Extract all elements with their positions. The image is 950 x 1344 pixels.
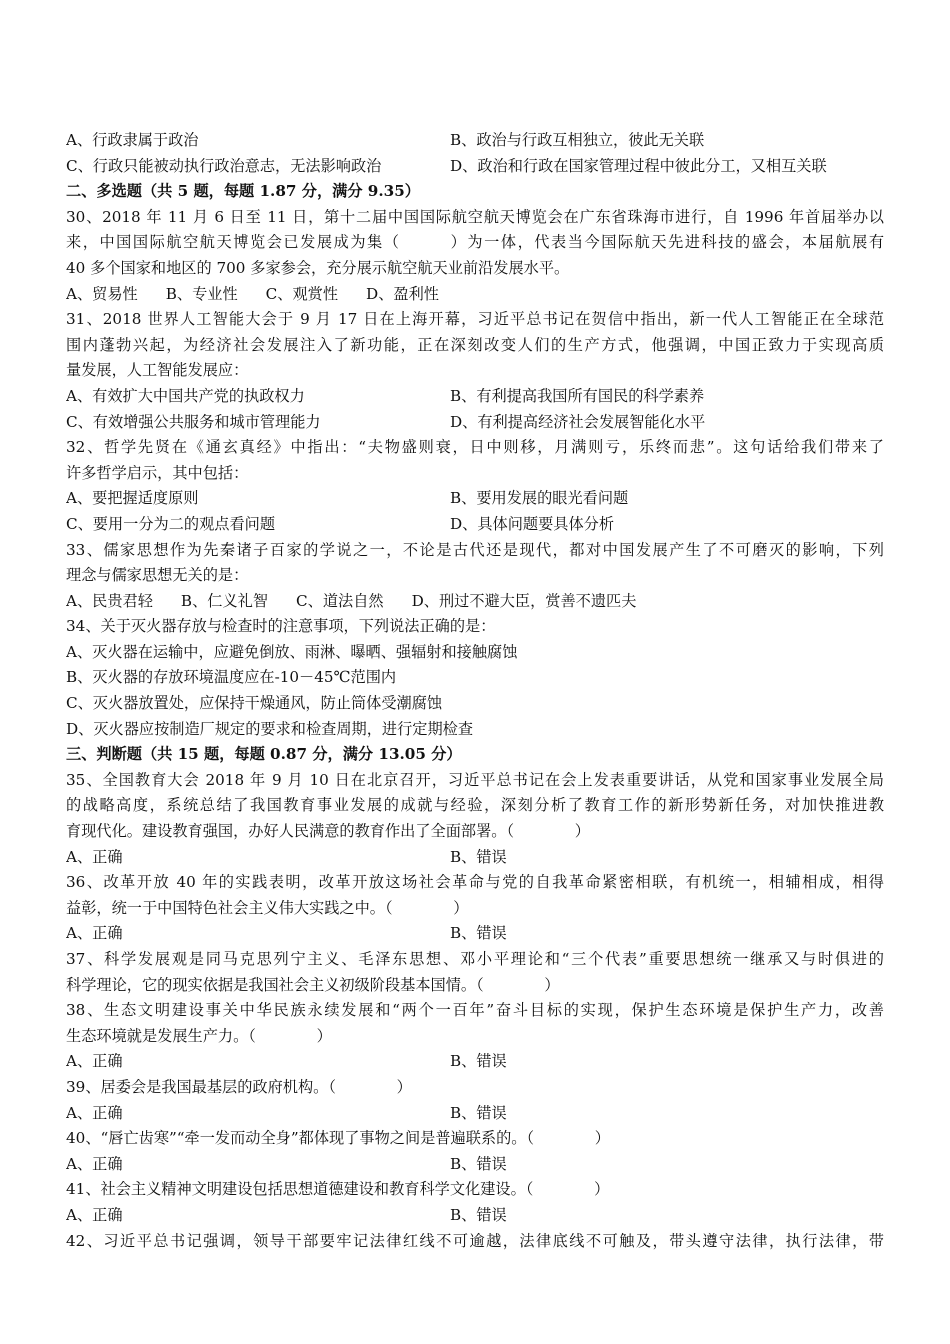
option-d[interactable]: D、灭火器应按制造厂规定的要求和检查周期，进行定期检查 xyxy=(66,719,474,738)
option-false[interactable]: B、错误 xyxy=(450,1103,507,1122)
question-text-line: 益彰，统一于中国特色社会主义伟大实践之中。（ ） xyxy=(66,898,469,917)
option-d[interactable]: D、刑过不避大臣，赏善不遗匹夫 xyxy=(411,591,637,610)
question-options xyxy=(66,1101,884,1127)
option-false[interactable]: B、错误 xyxy=(450,1052,507,1071)
option-false[interactable]: B、错误 xyxy=(450,1205,507,1224)
option-true[interactable]: A、正确 xyxy=(66,847,123,866)
question-text-line: 32、哲学先贤在《通玄真经》中指出：“夫物盛则衰，日中则移，月满则亏，乐终而悲”。这句话给我们带来了 xyxy=(66,438,884,457)
question-36 xyxy=(66,870,884,947)
option-b[interactable]: B、要用发展的眼光看问题 xyxy=(450,489,629,508)
question-34 xyxy=(66,614,884,742)
question-41 xyxy=(66,1177,884,1228)
option-c[interactable]: C、灭火器放置处，应保持干燥通风，防止筒体受潮腐蚀 xyxy=(66,694,443,713)
q29-options-cd xyxy=(66,154,884,180)
exam-page xyxy=(66,128,884,1254)
question-40 xyxy=(66,1126,884,1177)
question-options xyxy=(66,486,884,512)
option-b[interactable]: B、仁义礼智 xyxy=(180,591,269,610)
option-b[interactable]: B、灭火器的存放环境温度应在-10－45℃范围内 xyxy=(66,668,397,687)
option-a[interactable]: A、要把握适度原则 xyxy=(66,489,199,508)
question-text-line: 35、全国教育大会 2018 年 9 月 10 日在北京召开，习近平总书记在会上发表重要讲话，从党和国家事业发展全局 xyxy=(66,770,884,789)
question-options xyxy=(66,384,884,410)
question-30 xyxy=(66,205,884,307)
option-true[interactable]: A、正确 xyxy=(66,1205,123,1224)
question-text-line: 39、居委会是我国最基层的政府机构。（ ） xyxy=(66,1077,412,1096)
option-false[interactable]: B、错误 xyxy=(450,924,507,943)
option-c[interactable]: C、有效增强公共服务和城市管理能力 xyxy=(66,412,321,431)
option-a[interactable]: A、民贵君轻 xyxy=(66,591,153,610)
option-true[interactable]: A、正确 xyxy=(66,1052,123,1071)
option-b[interactable]: B、有利提高我国所有国民的科学素养 xyxy=(450,386,705,405)
section-title-true-false: 三、判断题（共 15 题，每题 0.87 分，满分 13.05 分） xyxy=(66,745,462,764)
question-options xyxy=(66,1152,884,1178)
question-text-line: 34、关于灭火器存放与检查时的注意事项，下列说法正确的是： xyxy=(66,617,496,636)
q29-options-ab xyxy=(66,128,884,154)
question-options xyxy=(66,282,884,308)
question-text-line: 42、习近平总书记强调，领导干部要牢记法律红线不可逾越，法律底线不可触及，带头遵守法律，执行法律，带 xyxy=(66,1231,884,1250)
option-b[interactable]: B、专业性 xyxy=(165,284,238,303)
option-c[interactable]: C、观赏性 xyxy=(265,284,339,303)
question-options xyxy=(66,1049,884,1075)
option-false[interactable]: B、错误 xyxy=(450,847,507,866)
question-text-line: 40、“唇亡齿寒”“牵一发而动全身”都体现了事物之间是普遍联系的。（ ） xyxy=(66,1129,610,1148)
question-text-line: 来，中国国际航空航天博览会已发展成为集（ ）为一体，代表当今国际航天先进科技的盛会，本届航展有 xyxy=(66,233,884,252)
option-true[interactable]: A、正确 xyxy=(66,1103,123,1122)
question-options xyxy=(66,845,884,871)
option-a[interactable]: A、行政隶属于政治 xyxy=(66,131,199,149)
option-true[interactable]: A、正确 xyxy=(66,1154,123,1173)
question-42 xyxy=(66,1229,884,1255)
option-d[interactable]: D、具体问题要具体分析 xyxy=(450,514,615,533)
question-text-line: 围内蓬勃兴起，为经济社会发展注入了新功能，正在深刻改变人们的生产方式，他强调，中国正致力于实现高质 xyxy=(66,335,884,354)
option-d[interactable]: D、有利提高经济社会发展智能化水平 xyxy=(450,412,706,431)
question-37 xyxy=(66,947,884,998)
question-options xyxy=(66,512,884,538)
question-text-line: 36、改革开放 40 年的实践表明，改革开放这场社会革命与党的自我革命紧密相联，有机统一，相辅相成，相得 xyxy=(66,873,884,892)
question-options xyxy=(66,410,884,436)
question-options xyxy=(66,589,884,615)
section-title-multiple-choice: 二、多选题（共 5 题，每题 1.87 分，满分 9.35） xyxy=(66,182,420,201)
question-33 xyxy=(66,538,884,615)
question-text-line: 许多哲学启示，其中包括： xyxy=(66,463,249,482)
question-32 xyxy=(66,435,884,537)
question-text-line: 38、生态文明建设事关中华民族永续发展和“两个一百年”奋斗目标的实现，保护生态环境是保护生产力，改善 xyxy=(66,1001,884,1020)
question-text-line: 41、社会主义精神文明建设包括思想道德建设和教育科学文化建设。（ ） xyxy=(66,1180,610,1199)
question-31 xyxy=(66,307,884,435)
option-b[interactable]: B、政治与行政互相独立，彼此无关联 xyxy=(450,131,705,149)
option-c[interactable]: C、行政只能被动执行政治意志，无法影响政治 xyxy=(66,156,382,175)
question-35 xyxy=(66,768,884,870)
question-text-line: 育现代化。建设教育强国，办好人民满意的教育作出了全面部署。（ ） xyxy=(66,822,590,841)
option-a[interactable]: A、有效扩大中国共产党的执政权力 xyxy=(66,386,305,405)
option-a[interactable]: A、灭火器在运输中，应避免倒放、雨淋、曝晒、强辐射和接触腐蚀 xyxy=(66,642,518,661)
option-c[interactable]: C、要用一分为二的观点看问题 xyxy=(66,514,276,533)
option-c[interactable]: C、道法自然 xyxy=(296,591,384,610)
question-options xyxy=(66,921,884,947)
question-38 xyxy=(66,998,884,1075)
question-text-line: 40 多个国家和地区的 700 多家参会，充分展示航空航天业前沿发展水平。 xyxy=(66,258,570,277)
question-text-line: 量发展，人工智能发展应： xyxy=(66,361,249,380)
question-text-line: 30、2018 年 11 月 6 日至 11 日，第十二届中国国际航空航天博览会在广东省珠海市进行，自 1996 年首届举办以 xyxy=(66,207,884,226)
option-d[interactable]: D、政治和行政在国家管理过程中彼此分工，又相互关联 xyxy=(450,156,827,175)
question-text-line: 37、科学发展观是同马克思列宁主义、毛泽东思想、邓小平理论和“三个代表”重要思想统一继承又与时俱进的 xyxy=(66,950,884,968)
question-text-line: 科学理论，它的现实依据是我国社会主义初级阶段基本国情。（ ） xyxy=(66,975,560,994)
question-text-line: 生态环境就是发展生产力。（ ） xyxy=(66,1026,332,1045)
option-true[interactable]: A、正确 xyxy=(66,924,123,943)
question-options xyxy=(66,1203,884,1229)
question-text-line: 33、儒家思想作为先秦诸子百家的学说之一，不论是古代还是现代，都对中国发展产生了不可磨灭的影响，下列 xyxy=(66,540,884,559)
question-text-line: 理念与儒家思想无关的是： xyxy=(66,566,249,585)
question-text-line: 31、2018 世界人工智能大会于 9 月 17 日在上海开幕，习近平总书记在贺信中指出，新一代人工智能正在全球范 xyxy=(66,310,884,329)
option-false[interactable]: B、错误 xyxy=(450,1154,507,1173)
option-a[interactable]: A、贸易性 xyxy=(66,284,138,303)
option-d[interactable]: D、盈利性 xyxy=(366,284,439,303)
question-39 xyxy=(66,1075,884,1126)
question-text-line: 的战略高度，系统总结了我国教育事业发展的成就与经验，深刻分析了教育工作的新形势新任务，对加快推进教 xyxy=(66,796,884,815)
